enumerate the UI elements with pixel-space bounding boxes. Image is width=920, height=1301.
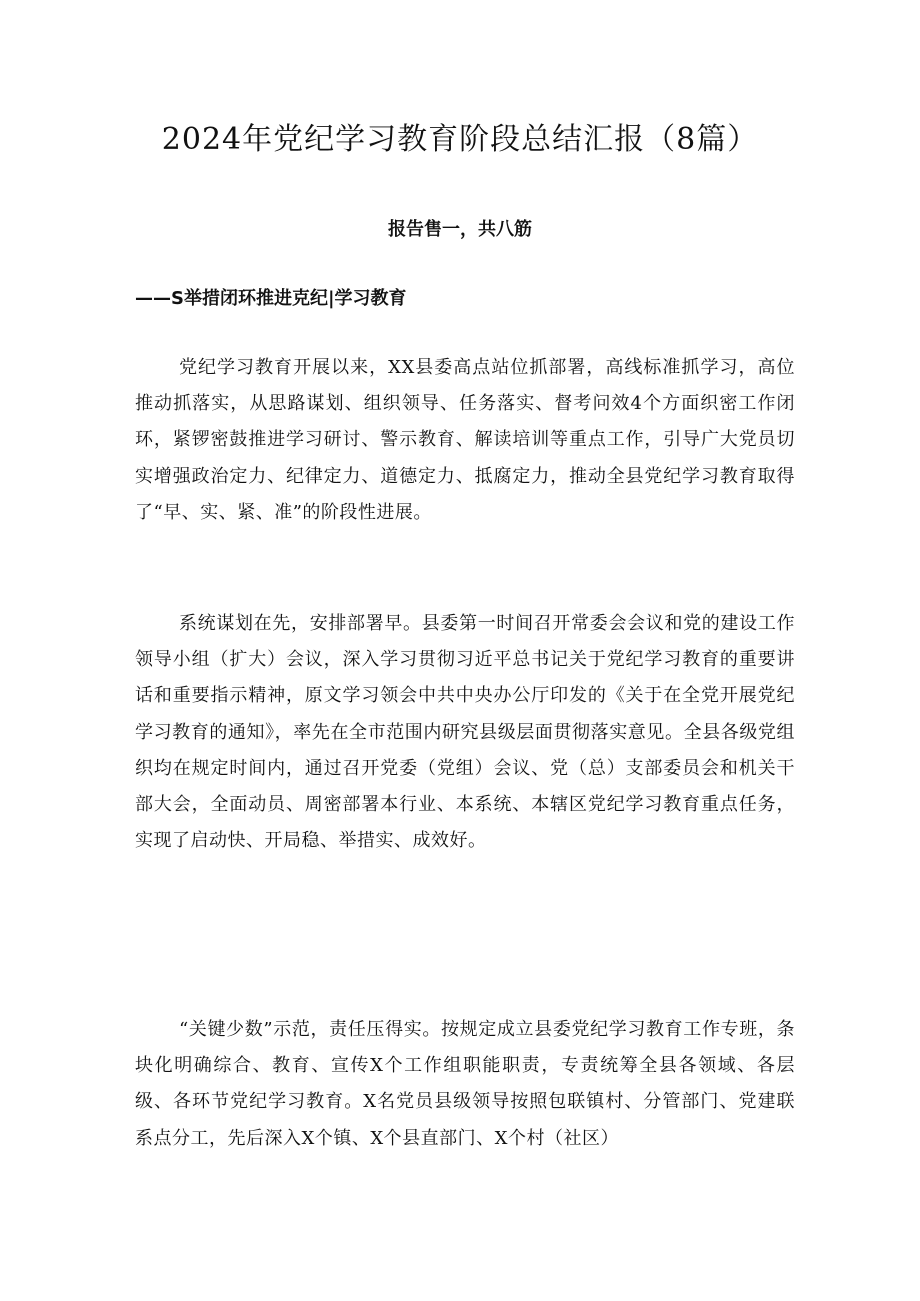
document-title: 2024年党纪学习教育阶段总结汇报（8篇） — [161, 122, 759, 157]
body-paragraph-2: 系统谋划在先，安排部署早。县委第一时间召开常委会会议和党的建设工作领导小组（扩大）会议，深入学习贯彻习近平总书记关于党纪学习教育的重要讲话和重要指示精神，原文学习领会中共中央办公厅印发的《关于在全党开展党纪学习教育的通知》，率先在全市范围内研究县级层面贯彻落实意见。全县各级党组织均在规定时间内，通过召开党委（党组）会议、党（总）支部委员会和机关干部大会，全面动员、周密部署本行业、本系统、本辖区党纪学习教育重点任务，实现了启动快、开局稳、举措实、成效好。 — [135, 613, 795, 852]
document-subtitle: 报告售一，共八筋 — [388, 219, 532, 240]
section-heading: ——S举措闭环推进克纪|学习教育 — [135, 288, 407, 309]
body-paragraph-1: 党纪学习教育开展以来，XX县委高点站位抓部署，高线标准抓学习，高位推动抓落实，从思路谋划、组织领导、任务落实、督考问效4个方面织密工作闭环，紧锣密鼓推进学习研讨、警示教育、解读培训等重点工作，引导广大党员切实增强政治定力、纪律定力、道德定力、抵腐定力，推动全县党纪学习教育取得了“早、实、紧、准”的阶段性进展。 — [135, 357, 795, 523]
body-paragraph-3: “关键少数”示范，责任压得实。按规定成立县委党纪学习教育工作专班，条块化明确综合、教育、宣传X个工作组职能职责，专责统筹全县各领域、各层级、各环节党纪学习教育。X名党员县级领导按照包联镇村、分管部门、党建联系点分工，先后深入X个镇、X个县直部门、X个村（社区） — [135, 1019, 795, 1149]
